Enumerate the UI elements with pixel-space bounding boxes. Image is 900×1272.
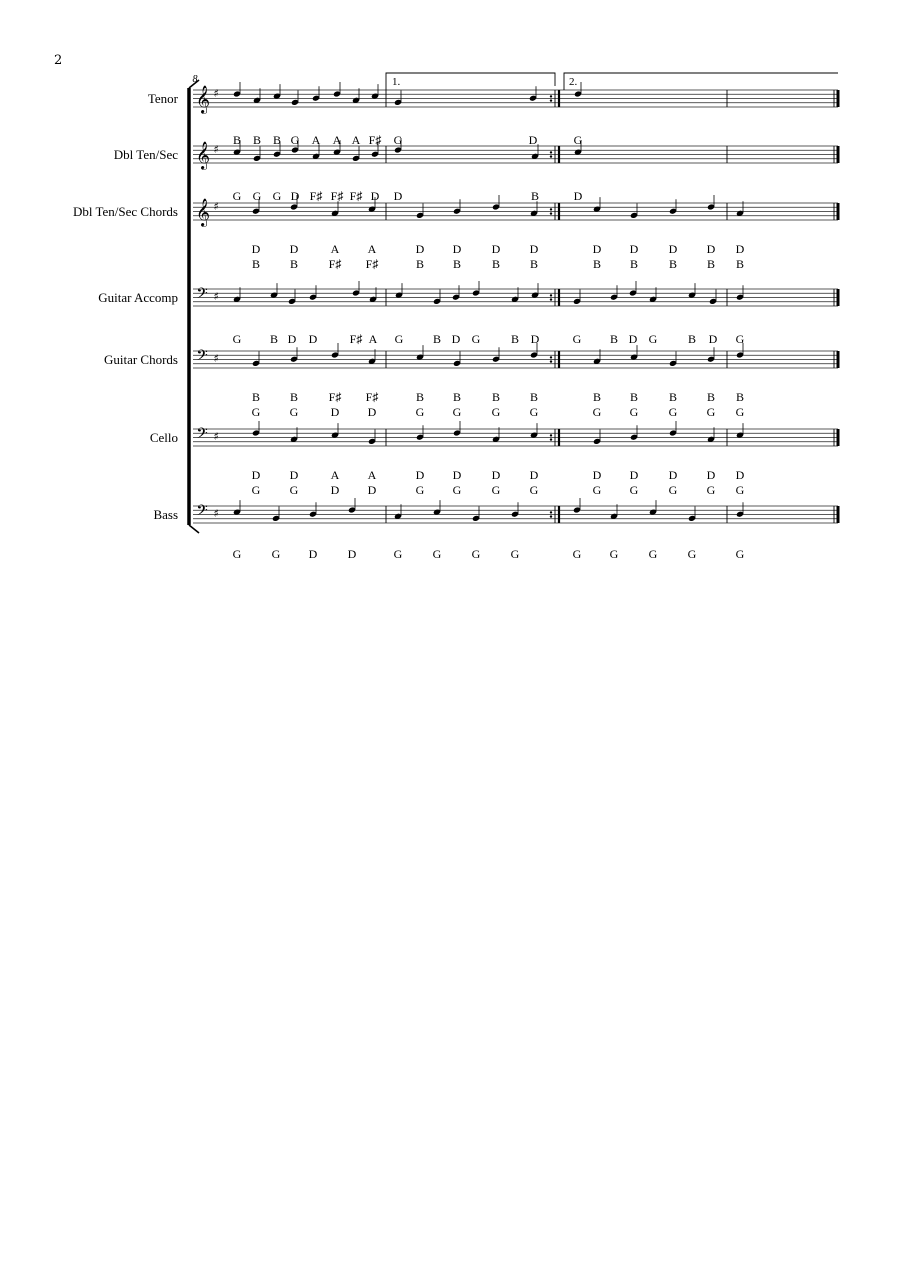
instrument-label: Guitar Accomp (98, 290, 178, 305)
key-signature-sharp-icon: ♯ (213, 430, 219, 443)
note-name: B (529, 257, 539, 271)
treble-clef-icon: 𝄞 (195, 85, 211, 113)
note-name: G (452, 405, 462, 419)
repeat-dot (550, 155, 552, 157)
note-name: G (706, 483, 716, 497)
note-name: D (629, 468, 639, 482)
note-name: A (367, 468, 377, 482)
note-name: G (572, 547, 582, 561)
note-name: G (573, 133, 583, 147)
bass-clef-icon: 𝄢 (196, 425, 208, 446)
note-name: D (308, 547, 318, 561)
note-name: F♯ (349, 189, 363, 203)
note-name: F♯ (365, 390, 379, 404)
note-name: F♯ (368, 133, 382, 147)
note-name: D (629, 242, 639, 256)
note-name: D (251, 242, 261, 256)
note-name: G (471, 547, 481, 561)
bass-clef-icon: 𝄢 (196, 502, 208, 523)
note-name: D (367, 405, 377, 419)
note-name: D (451, 332, 461, 346)
system-bracket-curl (189, 525, 199, 533)
note-name: B (529, 390, 539, 404)
note-name: F♯ (309, 189, 323, 203)
key-signature-sharp-icon: ♯ (213, 352, 219, 365)
note-name: D (347, 547, 357, 561)
note-name: A (367, 242, 377, 256)
treble-clef-icon: 𝄞 (195, 141, 211, 169)
note-name: G (668, 483, 678, 497)
note-name: D (706, 468, 716, 482)
note-name: D (415, 468, 425, 482)
note-name: G (629, 483, 639, 497)
note-name: G (452, 483, 462, 497)
repeat-dot (550, 294, 552, 296)
note-name: B (269, 332, 279, 346)
note-name: G (432, 547, 442, 561)
note-name: G (289, 405, 299, 419)
repeat-dot (550, 151, 552, 153)
note-name: A (330, 468, 340, 482)
note-name: B (491, 257, 501, 271)
volta-label: 1. (392, 76, 401, 88)
note-name: D (367, 483, 377, 497)
note-name: D (668, 468, 678, 482)
note-name: D (528, 133, 538, 147)
note-name: D (706, 242, 716, 256)
note-name: G (735, 405, 745, 419)
note-name: G (735, 483, 745, 497)
note-name: G (529, 483, 539, 497)
key-signature-sharp-icon: ♯ (213, 290, 219, 303)
note-name: A (311, 133, 321, 147)
note-name: G (271, 547, 281, 561)
bass-clef-icon: 𝄢 (196, 347, 208, 368)
key-signature-sharp-icon: ♯ (213, 143, 219, 156)
note-name: G (648, 332, 658, 346)
note-name: G (735, 547, 745, 561)
bass-clef-icon: 𝄢 (196, 285, 208, 306)
note-name: B (629, 257, 639, 271)
note-name: G (510, 547, 520, 561)
note-name: B (629, 390, 639, 404)
note-name: B (510, 332, 520, 346)
note-name: B (415, 257, 425, 271)
instrument-label: Tenor (147, 91, 178, 106)
stave (104, 343, 838, 419)
note-name: B (251, 257, 261, 271)
note-name: B (609, 332, 619, 346)
instrument-label: Bass (153, 507, 178, 522)
note-name: D (573, 189, 583, 203)
note-name: D (708, 332, 718, 346)
note-name: D (668, 242, 678, 256)
note-name: G (393, 547, 403, 561)
note-name: D (370, 189, 380, 203)
repeat-dot (550, 515, 552, 517)
note-name: A (351, 133, 361, 147)
repeat-dot (550, 99, 552, 101)
note-name: G (471, 332, 481, 346)
instrument-label: Guitar Chords (103, 352, 178, 367)
note-name: G (232, 547, 242, 561)
note-name: D (529, 468, 539, 482)
note-name: F♯ (349, 332, 363, 346)
stave (98, 281, 838, 346)
note-name: G (290, 133, 300, 147)
note-name: G (668, 405, 678, 419)
note-name: B (289, 257, 299, 271)
repeat-dot (550, 356, 552, 358)
volta-bracket (564, 73, 838, 90)
note-name: D (452, 242, 462, 256)
note-name: B (706, 257, 716, 271)
note-name: B (592, 390, 602, 404)
note-name: D (491, 242, 501, 256)
note-name: B (735, 257, 745, 271)
note-name: D (308, 332, 318, 346)
note-name: G (272, 189, 282, 203)
repeat-dot (550, 434, 552, 436)
note-name: A (332, 133, 342, 147)
repeat-dot (550, 511, 552, 513)
note-name: G (629, 405, 639, 419)
note-name: B (232, 133, 242, 147)
key-signature-sharp-icon: ♯ (213, 200, 219, 213)
note-name: G (251, 405, 261, 419)
note-name: B (530, 189, 540, 203)
note-name: A (368, 332, 378, 346)
repeat-dot (550, 212, 552, 214)
stave (114, 138, 838, 203)
note-name: D (735, 242, 745, 256)
note-name: D (289, 242, 299, 256)
note-name: D (251, 468, 261, 482)
note-name: A (330, 242, 340, 256)
instrument-label: Cello (149, 430, 178, 445)
note-name: D (592, 242, 602, 256)
note-name: B (432, 332, 442, 346)
note-name: B (452, 257, 462, 271)
repeat-dot (550, 208, 552, 210)
note-name: B (592, 257, 602, 271)
note-name: G (394, 332, 404, 346)
note-name: D (330, 405, 340, 419)
note-name: D (287, 332, 297, 346)
note-name: G (592, 483, 602, 497)
note-name: D (415, 242, 425, 256)
measure-number: 8 (192, 74, 198, 85)
volta-label: 2. (569, 76, 578, 88)
stave (153, 498, 838, 561)
note-name: D (491, 468, 501, 482)
instrument-label: Dbl Ten/Sec Chords (72, 204, 178, 219)
note-name: F♯ (328, 257, 342, 271)
key-signature-sharp-icon: ♯ (213, 87, 219, 100)
note-name: F♯ (328, 390, 342, 404)
page-number: 2 (54, 53, 63, 68)
note-name: B (735, 390, 745, 404)
note-name: G (415, 483, 425, 497)
note-name: D (529, 242, 539, 256)
note-name: B (706, 390, 716, 404)
note-name: G (393, 133, 403, 147)
note-name: D (393, 189, 403, 203)
note-name: G (648, 547, 658, 561)
note-name: G (232, 332, 242, 346)
note-name: D (330, 483, 340, 497)
stave (150, 421, 838, 497)
note-name: G (491, 405, 501, 419)
repeat-dot (550, 298, 552, 300)
repeat-dot (550, 438, 552, 440)
note-name: B (491, 390, 501, 404)
note-name: B (251, 390, 261, 404)
note-name: G (252, 189, 262, 203)
note-name: G (415, 405, 425, 419)
note-name: G (289, 483, 299, 497)
note-name: G (572, 332, 582, 346)
note-name: G (706, 405, 716, 419)
note-name: B (687, 332, 697, 346)
note-name: G (609, 547, 619, 561)
note-name: D (628, 332, 638, 346)
treble-clef-icon: 𝄞 (195, 198, 211, 226)
note-name: G (592, 405, 602, 419)
note-name: B (272, 133, 282, 147)
note-name: B (415, 390, 425, 404)
note-name: D (289, 468, 299, 482)
note-name: G (251, 483, 261, 497)
repeat-dot (550, 360, 552, 362)
note-name: B (289, 390, 299, 404)
note-name: B (452, 390, 462, 404)
note-name: B (252, 133, 262, 147)
repeat-dot (550, 95, 552, 97)
note-name: D (735, 468, 745, 482)
note-name: G (232, 189, 242, 203)
key-signature-sharp-icon: ♯ (213, 507, 219, 520)
note-name: B (668, 390, 678, 404)
note-name: F♯ (365, 257, 379, 271)
note-name: G (735, 332, 745, 346)
note-name: D (290, 189, 300, 203)
note-name: D (452, 468, 462, 482)
stave (148, 82, 838, 147)
note-name: G (491, 483, 501, 497)
note-name: F♯ (330, 189, 344, 203)
note-name: D (530, 332, 540, 346)
instrument-label: Dbl Ten/Sec (113, 147, 178, 162)
note-name: G (529, 405, 539, 419)
volta-bracket (386, 73, 555, 90)
note-name: B (668, 257, 678, 271)
note-name: D (592, 468, 602, 482)
note-name: G (687, 547, 697, 561)
